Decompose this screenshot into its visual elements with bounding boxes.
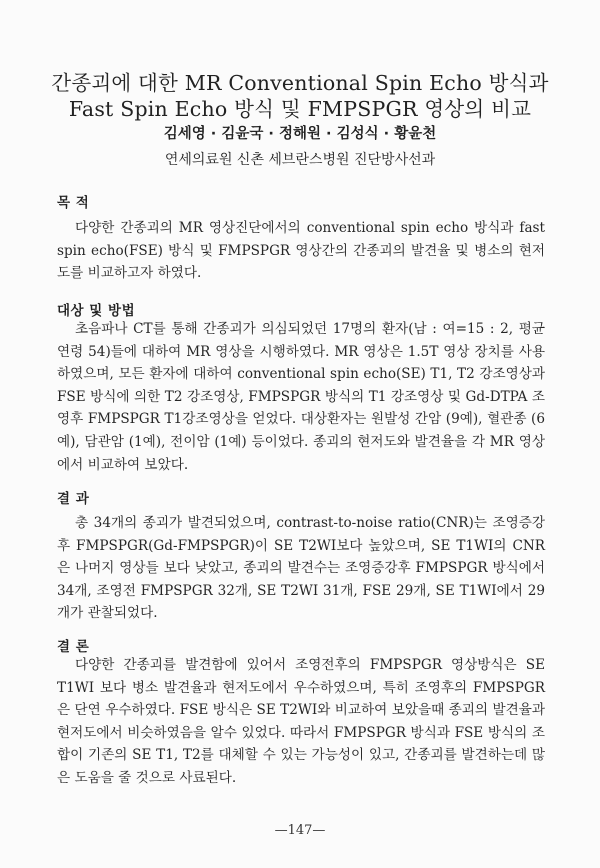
section-heading-results: 결 과 [57, 491, 90, 507]
section-body-results: 총 34개의 종괴가 발견되었으며, contrast-to-noise ratio(CNR)는 조영증강후 FMPSPGR(Gd-FMPSPGR)이 SE T2WI보다 높았으며, SE T1WI의 CNR은 나머지 영상들 보다 낮았고, 종괴의 발견수는 조영증강후 FMPSPGR 방식에서 34개, 조영전 FMPSPGR 32개, SE T2WI 31개, FSE 29개, SE T1WI에서 29개가 관찰되었다. [57, 515, 545, 622]
section-heading-conclusion: 결 론 [57, 639, 90, 655]
author-list: 김세영 · 김윤국 · 정해원 · 김성식 · 황윤천 [163, 126, 437, 142]
title-line-2: Fast Spin Echo 방식 및 FMPSPGR 영상의 비교 [68, 97, 532, 121]
section-body-methods: 초음파나 CT를 통해 간종괴가 의심되었던 17명의 환자(남 : 여=15 : 2, 평균 연령 54)들에 대하여 MR 영상을 시행하였다. MR 영상은 1.5T 영상 장치를 사용하였으며, 모든 환자에 대하여 conventional spin echo(SE) T1, T2 강조영상과 FSE 방식에 의한 T2 강조영상, FMPSPGR 방식의 T1 강조영상 및 Gd-DTPA 조영후 FMPSPGR T1강조영상을 얻었다. 대상환자는 원발성 간암 (9예), 혈관종 (6예), 담관암 (1예), 전이암 (1예) 등이었다. 종괴의 현저도와 발견율을 각 MR 영상에서 비교하여 보았다. [57, 321, 545, 473]
affiliation: 연세의료원 신촌 세브란스병원 진단방사선과 [164, 152, 436, 168]
section-body-purpose: 다양한 간종괴의 MR 영상진단에서의 conventional spin echo 방식과 fast spin echo(FSE) 방식 및 FMPSPGR 영상간의 간종괴의 발견율 및 병소의 현저도를 비교하고자 하였다. [57, 220, 545, 282]
page-number: —147— [274, 823, 326, 838]
section-heading-methods: 대상 및 방법 [57, 303, 136, 319]
paper-title [40, 70, 560, 122]
title-line-1: 간종괴에 대한 MR Conventional Spin Echo 방식과 [51, 71, 549, 95]
section-body-conclusion: 다양한 간종괴를 발견함에 있어서 조영전후의 FMPSPGR 영상방식은 SE T1WI 보다 병소 발견율과 현저도에서 우수하였으며, 특히 조영후의 FMPSPGR은 단연 우수하였다. FSE 방식은 SE T2WI와 비교하여 보았을때 종괴의 발견율과 현저도에서 비슷하였음을 알수 있었다. 따라서 FMPSPGR 방식과 FSE 방식의 조합이 기존의 SE T1, T2를 대체할 수 있는 가능성이 있고, 간종괴를 발견하는데 많은 도움을 줄 것으로 사료된다. [57, 657, 545, 786]
section-heading-purpose: 목 적 [57, 195, 90, 211]
